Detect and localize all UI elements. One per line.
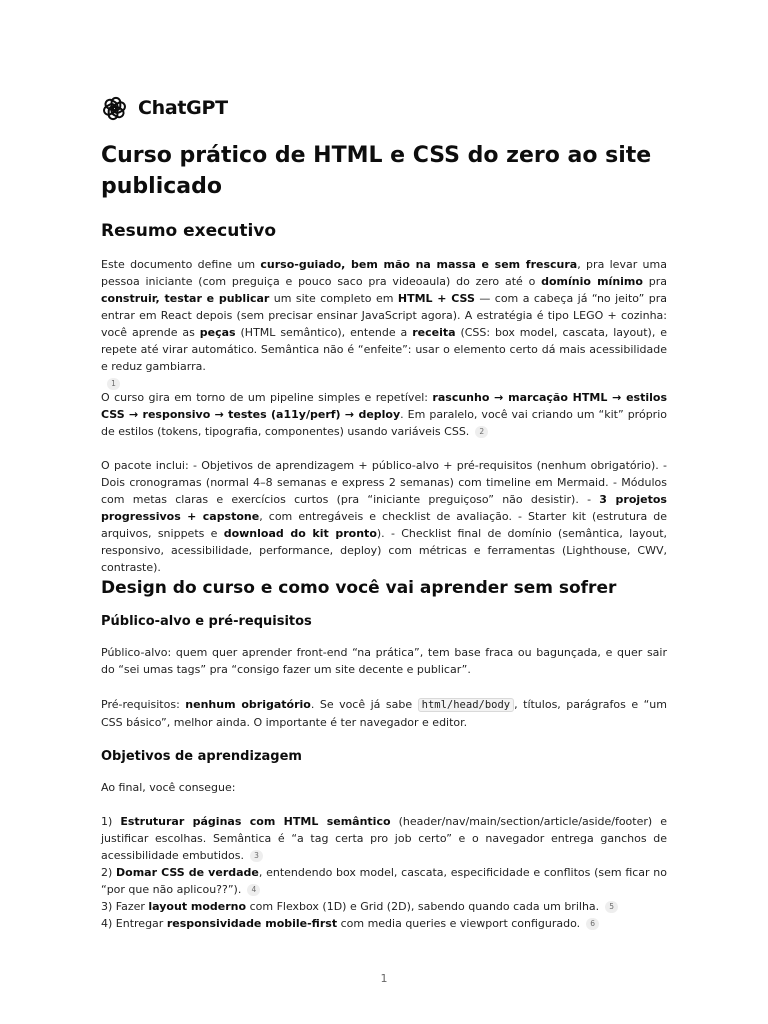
- citation-badge[interactable]: 2: [475, 426, 488, 438]
- heading-resumo: Resumo executivo: [101, 221, 277, 241]
- paragraph-resumo-1: Este documento define um curso-guiado, bem mão na massa e sem frescura, pra levar uma pessoa iniciante (com preguiça e pouco saco pra videoaula) do zero até o domínio mínimo pra construir, testar e publicar um site completo em HTML + CSS — com a cabeça já “no jeito” pra entrar em React depois (sem precisar ensinar JavaScript agora). A estratégia é tipo LEGO + cozinha: você aprende as peças (HTML semântico), entende a receita (CSS: box model, cascata, layout), e repete até virar automático. Semântica não é “enfeite”: usar o elemento certo dá mais acessibilidade e reduz gambiarra. 1: [101, 258, 668, 388]
- heading-objetivos: Objetivos de aprendizagem: [101, 749, 302, 764]
- list-item: 4) Entregar responsividade mobile-first com media queries e viewport configurado. 6: [101, 917, 599, 930]
- openai-knot-icon: [101, 95, 128, 122]
- citation-badge[interactable]: 1: [107, 378, 120, 390]
- paragraph-objetivos-intro: Ao final, você consegue:: [101, 781, 236, 794]
- citation-badge[interactable]: 6: [586, 918, 599, 930]
- document-title: Curso prático de HTML e CSS do zero ao site publicado: [101, 143, 652, 199]
- paragraph-prerequisitos: Pré-requisitos: nenhum obrigatório. Se você já sabe html/head/body , títulos, parágrafos e “um CSS básico”, melhor ainda. O importante é ter navegador e editor.: [101, 698, 667, 729]
- citation-badge[interactable]: 4: [247, 884, 260, 896]
- list-item: 2) Domar CSS de verdade, entendendo box model, cascata, especificidade e conflitos (sem ficar no “por que não aplicou??”). 4: [101, 866, 667, 896]
- citation-badge[interactable]: 5: [605, 901, 618, 913]
- citation-badge[interactable]: 3: [250, 850, 263, 862]
- paragraph-resumo-2: O curso gira em torno de um pipeline simples e repetível: rascunho → marcação HTML → estilos CSS → responsivo → testes (a11y/perf) → deploy. Em paralelo, você vai criando um “kit” próprio de estilos (tokens, tipografia, componentes) usando variáveis CSS. 2: [101, 391, 667, 438]
- inline-code: html/head/body: [418, 698, 515, 712]
- heading-publico: Público-alvo e pré-requisitos: [101, 614, 312, 629]
- paragraph-publico: Público-alvo: quem quer aprender front-end “na prática”, tem base fraca ou bagunçada, e quer sair do “sei umas tags” pra “consigo fazer um site decente e publicar”.: [101, 646, 667, 676]
- heading-design: Design do curso e como você vai aprender sem sofrer: [101, 578, 617, 598]
- logo-text: ChatGPT: [138, 97, 228, 119]
- list-item: 1) Estruturar páginas com HTML semântico (header/nav/main/section/article/aside/footer) e justificar escolhas. Semântica é “a tag certa pro job certo” e o navegador entrega ganchos de acessibilidade embutidos. 3: [101, 815, 667, 862]
- paragraph-resumo-3: O pacote inclui: - Objetivos de aprendizagem + público-alvo + pré-requisitos (nenhum obrigatório). - Dois cronogramas (normal 4–8 semanas e express 2 semanas) com timeline em Mermaid. - Módulos com metas claras e exercícios curtos (pra “iniciante preguiçoso” não desistir). - 3 projetos progressivos + capstone, com entregáveis e checklist de avaliação. - Starter kit (estrutura de arquivos, snippets e download do kit pronto). - Checklist final de domínio (semântica, layout, responsivo, acessibilidade, performance, deploy) com métricas e ferramentas (Lighthouse, CWV, contraste).: [101, 459, 667, 574]
- objetivos-list: [101, 813, 667, 932]
- list-item: 3) Fazer layout moderno com Flexbox (1D) e Grid (2D), sabendo quando cada um brilha. 5: [101, 900, 618, 913]
- page-number: 1: [380, 972, 388, 985]
- chatgpt-logo: [101, 94, 228, 122]
